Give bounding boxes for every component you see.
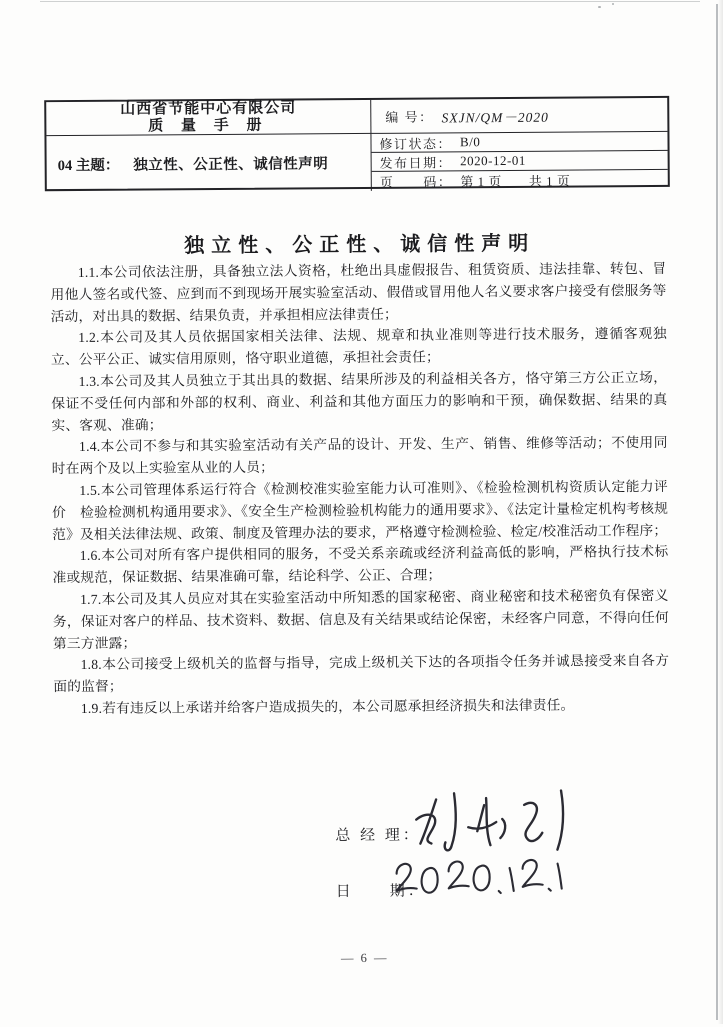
page-code-cell: [372, 170, 668, 191]
scan-edge-top: [40, 1, 700, 2]
revision-label: 修订状态：: [379, 135, 453, 152]
paragraph-1-6: 1.6.本公司对所有客户提供相同的服务，不受关系亲疏或经济利益高低的影响，严格执行技术标准或规范，保证数据、结果准确可靠，结论科学、公正、合理；: [52, 544, 669, 586]
doc-number-label: 编 号：: [385, 109, 434, 125]
paragraph-1-1: 1.1.本公司依法注册，具备独立法人资格，杜绝出具虚假报告、租赁资质、违法挂靠、转包、冒用他人签名或代签、应到而不到现场开展实验室活动、假借或冒用他人名义要求客户接受有偿服务等活动，对出具的数据、结果负责，并承担相应法律责任；: [50, 260, 667, 324]
declaration-body: [50, 258, 669, 720]
paragraph-1-9: 1.9.若有违反以上承诺并给客户造成损失的，本公司愿承担经济损失和法律责任。: [80, 697, 575, 716]
page-code-label: 页 码：: [379, 174, 453, 190]
document-title: 独立性、公正性、诚信性声明: [184, 232, 536, 258]
manual-title: 质 量 手 册: [148, 117, 269, 135]
scan-speck: [598, 6, 601, 8]
paragraph-1-8: 1.8.本公司接受上级机关的监督与指导，完成上级机关下达的各项指令任务并诚恳接受来自各方面的监督；: [53, 653, 670, 695]
handwritten-date: [388, 853, 566, 912]
date-label: 日 期：: [335, 883, 426, 901]
topic-value: 独立性、公正性、诚信性声明: [133, 156, 329, 174]
issue-date-cell: [372, 151, 668, 172]
header-table: [44, 96, 670, 191]
paragraph-1-7: 1.7.本公司及其人员应对其在实验室活动中所知悉的国家秘密、商业秘密和技术秘密负有保密义务，保证对客户的样品、技术资料、数据、信息及有关结果或结论保密，未经客户同意，不得向任何第三方泄露；: [52, 587, 669, 651]
doc-number-value: SXJN/QM－2020: [441, 109, 549, 125]
paragraph-1-2: 1.2.本公司及其人员依据国家相关法律、法规、规章和执业准则等进行技术服务，遵循客观独立、公平公正、诚实信用原则，恪守职业道德，承担社会责任；: [50, 326, 667, 368]
footer-page-number: — 6 —: [340, 950, 389, 966]
issue-date-value: 2020-12-01: [460, 152, 526, 169]
scan-speck: [612, 3, 614, 5]
topic-cell: [46, 134, 371, 193]
paragraph-1-5: 1.5.本公司管理体系运行符合《检测校准实验室能力认可准则》、《检验检测机构资质认定能力评价 检验检测机构通用要求》、《安全生产检测检验机构能力的通用要求》、《法定计量检定机构考核规范》及相关法律法规、政策、制度及管理办法的要求，严格遵守检测检验、检定/校准活动工作程序；: [52, 478, 669, 542]
company-cell: [46, 100, 371, 136]
topic-label: 04 主题：: [57, 157, 120, 175]
general-manager-label: 总 经 理：: [335, 827, 421, 845]
page-code-value: 第 1 页 共 1 页: [460, 173, 571, 190]
company-name: 山西省节能中心有限公司: [120, 100, 297, 118]
paragraph-1-4: 1.4.本公司不参与和其实验室活动有关产品的设计、开发、生产、销售、维修等活动；不使用同时在两个及以上实验室从业的人员；: [51, 435, 668, 477]
revision-cell: [371, 132, 667, 153]
revision-value: B/0: [459, 134, 481, 150]
doc-number-cell: [371, 98, 667, 134]
paragraph-1-3: 1.3.本公司及其人员独立于其出具的数据、结果所涉及的利益相关各方，恪守第三方公正立场，保证不受任何内部和外部的权利、商业、利益和其他方面压力的影响和干预，确保数据、结果的真实、客观、准确；: [51, 369, 668, 433]
issue-date-label: 发布日期：: [379, 154, 453, 171]
scan-shadow-right: [718, 0, 723, 1024]
